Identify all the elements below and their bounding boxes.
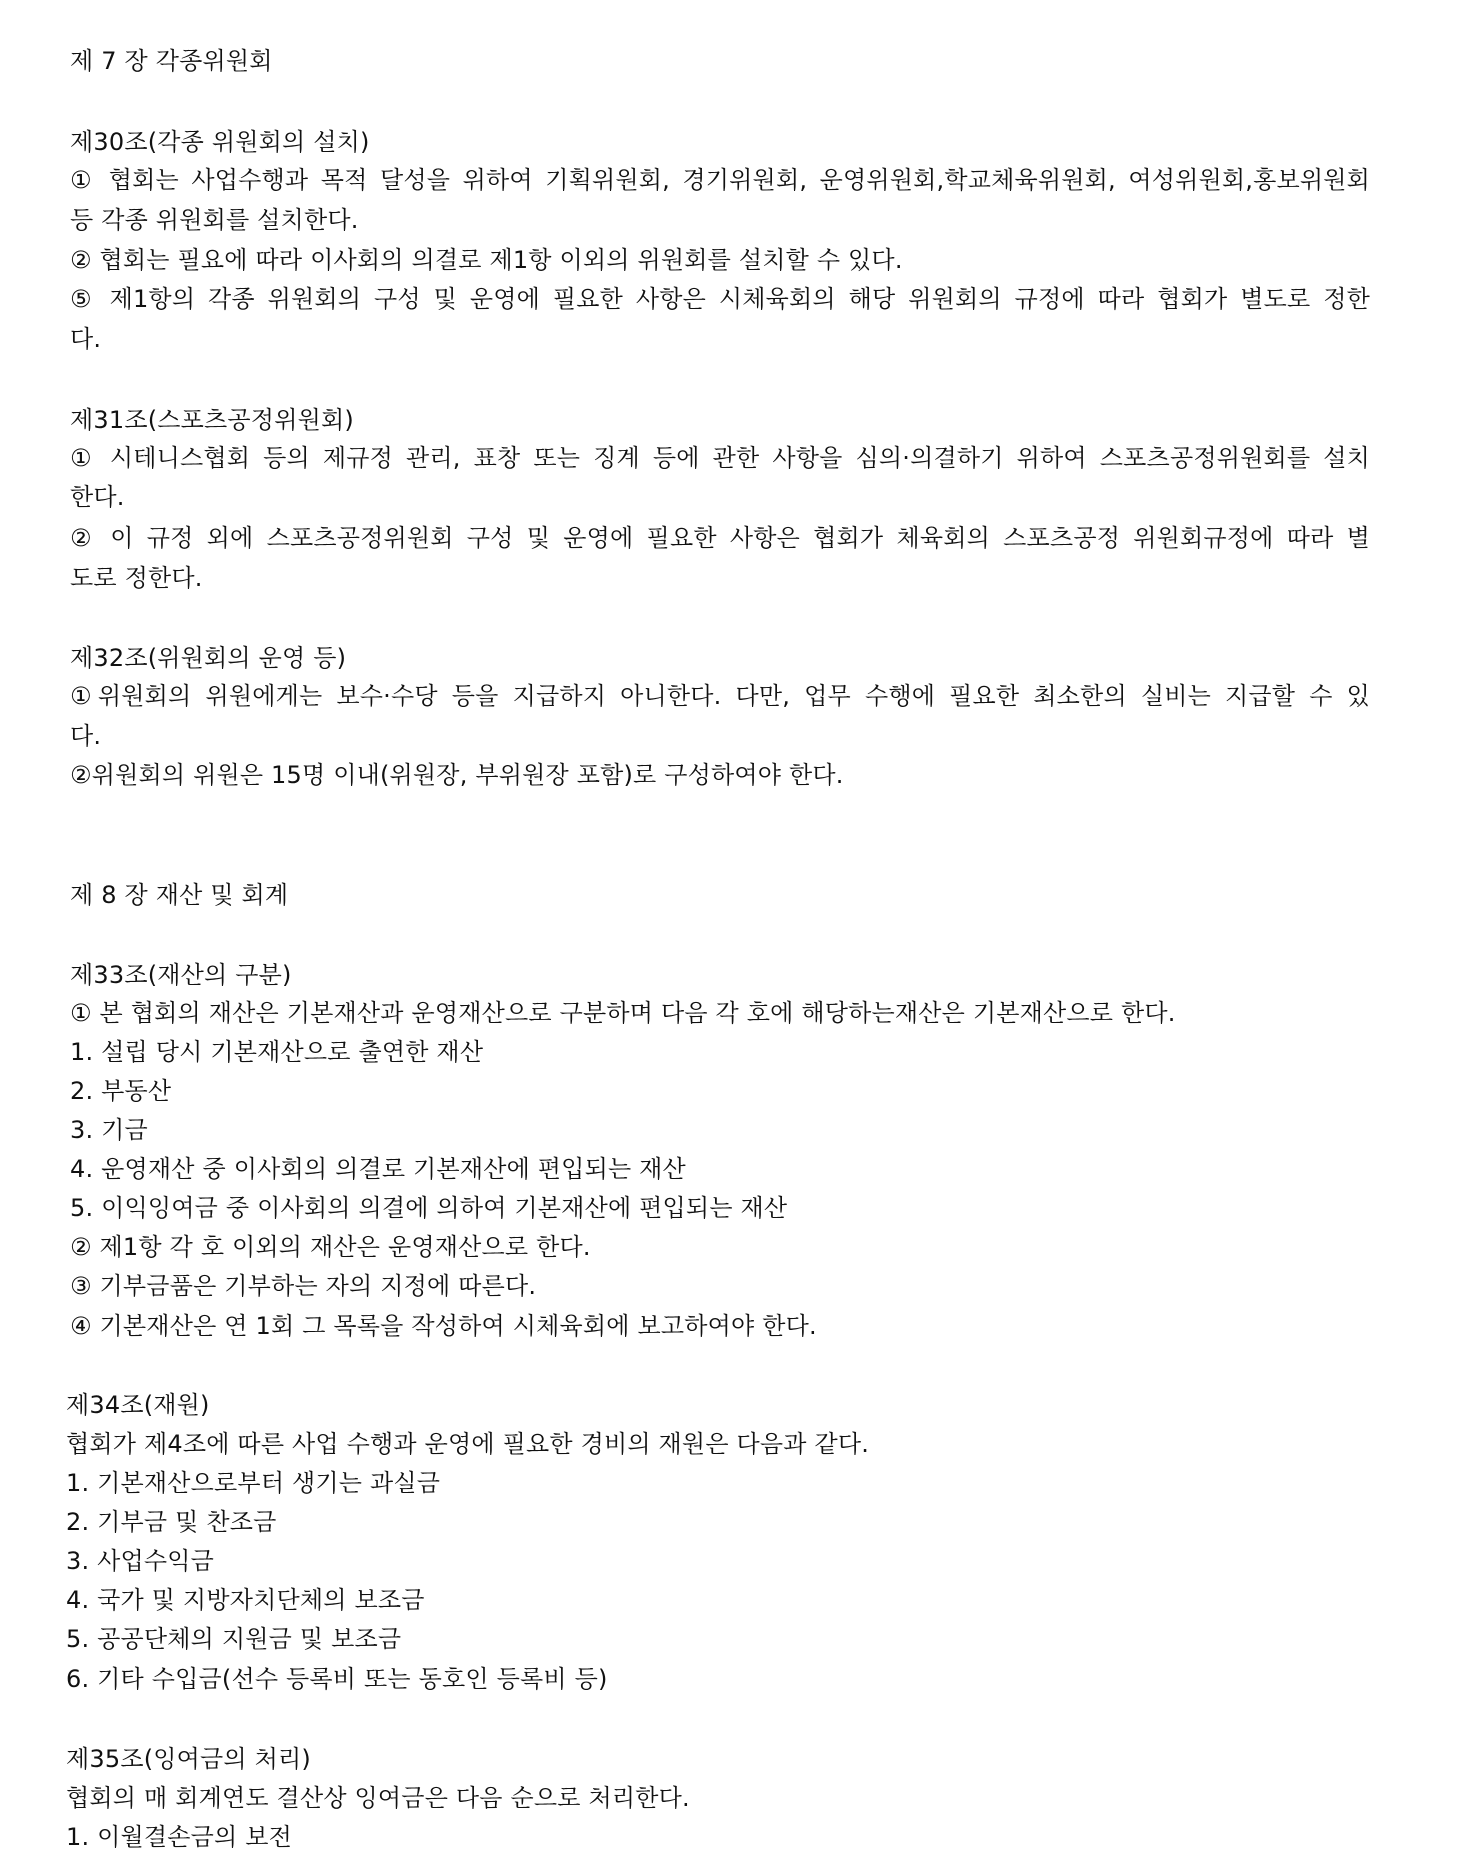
article-30-heading: 제30조(각종 위원회의 설치) [70,128,370,156]
list-item: 3. 사업수익금 [66,1547,215,1575]
list-item: 2. 기부금 및 찬조금 [66,1508,277,1536]
article-31-para-2-cont: 도로 정한다. [70,564,203,592]
article-34-heading: 제34조(재원) [66,1391,210,1419]
article-33-para-2: ② 제1항 각 호 이외의 재산은 운영재산으로 한다. [70,1233,591,1261]
article-33-para-1: ① 본 협회의 재산은 기본재산과 운영재산으로 구분하며 다음 각 호에 해당하는재산은 기본재산으로 한다. [70,999,1176,1027]
list-item: 1. 기본재산으로부터 생기는 과실금 [66,1469,441,1497]
list-item: 3. 기금 [70,1116,148,1144]
article-35-intro: 협회의 매 회계연도 결산상 잉여금은 다음 순으로 처리한다. [66,1784,690,1812]
article-33-para-3: ③ 기부금품은 기부하는 자의 지정에 따른다. [70,1272,537,1300]
article-31-heading: 제31조(스포츠공정위원회) [70,406,354,434]
article-33-heading: 제33조(재산의 구분) [70,961,292,989]
list-item: 4. 운영재산 중 이사회의 의결로 기본재산에 편입되는 재산 [70,1155,686,1183]
article-32-heading: 제32조(위원회의 운영 등) [70,644,347,672]
article-34-intro: 협회가 제4조에 따른 사업 수행과 운영에 필요한 경비의 재원은 다음과 같다. [66,1430,870,1458]
article-30-para-1-cont: 등 각종 위원회를 설치한다. [70,206,359,234]
list-item: 6. 기타 수입금(선수 등록비 또는 동호인 등록비 등) [66,1665,608,1693]
article-31-para-1: ① 시테니스협회 등의 제규정 관리, 표창 또는 징계 등에 관한 사항을 심의·의결하기 위하여 스포츠공정위원회를 설치 [70,444,1370,472]
article-32-para-1-cont: 다. [70,722,102,750]
list-item: 1. 설립 당시 기본재산으로 출연한 재산 [70,1038,484,1066]
article-30-para-2: ② 협회는 필요에 따라 이사회의 의결로 제1항 이외의 위원회를 설치할 수 있다. [70,246,903,274]
article-35-heading: 제35조(잉여금의 처리) [66,1745,311,1773]
chapter-8-title: 제 8 장 재산 및 회계 [70,881,289,909]
article-31-para-1-cont: 한다. [70,483,125,511]
article-30-para-3-cont: 다. [70,325,102,353]
list-item: 1. 이월결손금의 보전 [66,1823,293,1851]
article-31-para-2: ② 이 규정 외에 스포츠공정위원회 구성 및 운영에 필요한 사항은 협회가 체육회의 스포츠공정 위원회규정에 따라 별 [70,524,1370,552]
article-33-para-4: ④ 기본재산은 연 1회 그 목록을 작성하여 시체육회에 보고하여야 한다. [70,1312,817,1340]
article-30-para-3: ⑤ 제1항의 각종 위원회의 구성 및 운영에 필요한 사항은 시체육회의 해당 위원회의 규정에 따라 협회가 별도로 정한 [70,285,1370,313]
article-32-para-1: ①위원회의 위원에게는 보수·수당 등을 지급하지 아니한다. 다만, 업무 수행에 필요한 최소한의 실비는 지급할 수 있 [70,682,1370,710]
list-item: 2. 부동산 [70,1077,172,1105]
list-item: 4. 국가 및 지방자치단체의 보조금 [66,1586,425,1614]
article-30-para-1: ① 협회는 사업수행과 목적 달성을 위하여 기획위원회, 경기위원회, 운영위원회,학교체육위원회, 여성위원회,홍보위원회 [70,166,1370,194]
list-item: 5. 공공단체의 지원금 및 보조금 [66,1625,402,1653]
list-item: 5. 이익잉여금 중 이사회의 의결에 의하여 기본재산에 편입되는 재산 [70,1194,788,1222]
chapter-7-title: 제 7 장 각종위원회 [70,47,273,75]
article-32-para-2: ②위원회의 위원은 15명 이내(위원장, 부위원장 포함)로 구성하여야 한다. [70,761,844,789]
